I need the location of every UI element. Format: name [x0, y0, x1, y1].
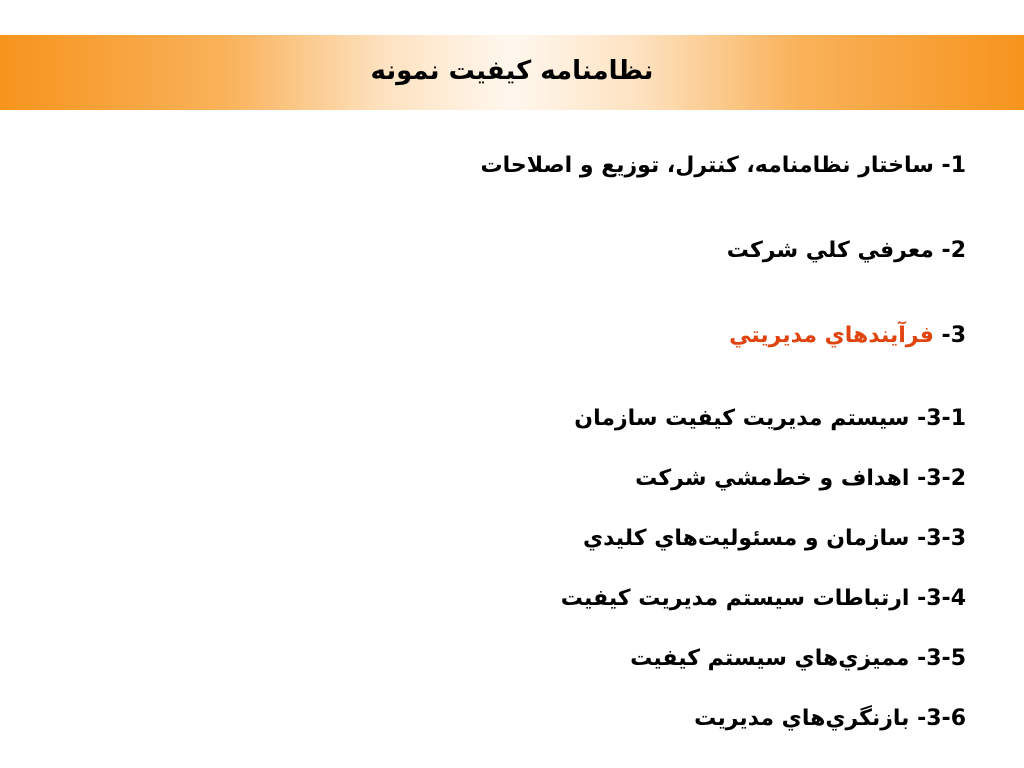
item-text: ارتباطات سيستم مديريت كيفيت — [560, 586, 910, 611]
item-text: سازمان و مسئوليت‌هاي كليدي — [582, 526, 910, 551]
item-text: سيستم مديريت كيفيت سازمان — [574, 406, 910, 431]
item-number: 3-3- — [917, 526, 966, 551]
item-text: معرفي كلي شركت — [726, 238, 934, 263]
list-item-3-1 — [574, 403, 966, 435]
item-number: 3-2- — [917, 466, 966, 491]
item-number: 3-6- — [917, 706, 966, 731]
item-number: 3- — [941, 323, 966, 348]
item-number: 3-4- — [917, 586, 966, 611]
list-item-2 — [727, 235, 966, 267]
list-item-3-2 — [635, 463, 966, 495]
list-item-3-6 — [694, 703, 966, 735]
list-item-1 — [480, 150, 966, 182]
list-item-3-3 — [583, 523, 966, 555]
item-text: مميزي‌هاي سيستم كيفيت — [630, 646, 910, 671]
item-number: 3-1- — [917, 406, 966, 431]
list-item-3 — [729, 320, 966, 352]
item-text: ساختار نظامنامه، كنترل، توزيع و اصلاحات — [480, 153, 934, 178]
item-number: 3-5- — [917, 646, 966, 671]
item-number: 1- — [941, 153, 966, 178]
page-title: نظامنامه كيفيت نمونه — [370, 56, 654, 86]
title-bar — [0, 35, 1024, 110]
item-text: اهداف و خط‌مشي شركت — [635, 466, 910, 491]
item-text-highlighted: فرآيندهاي مديريتي — [729, 323, 934, 348]
list-item-3-4 — [561, 583, 966, 615]
list-item-3-5 — [630, 643, 966, 675]
item-text: بازنگري‌هاي مديريت — [694, 706, 910, 731]
item-number: 2- — [941, 238, 966, 263]
